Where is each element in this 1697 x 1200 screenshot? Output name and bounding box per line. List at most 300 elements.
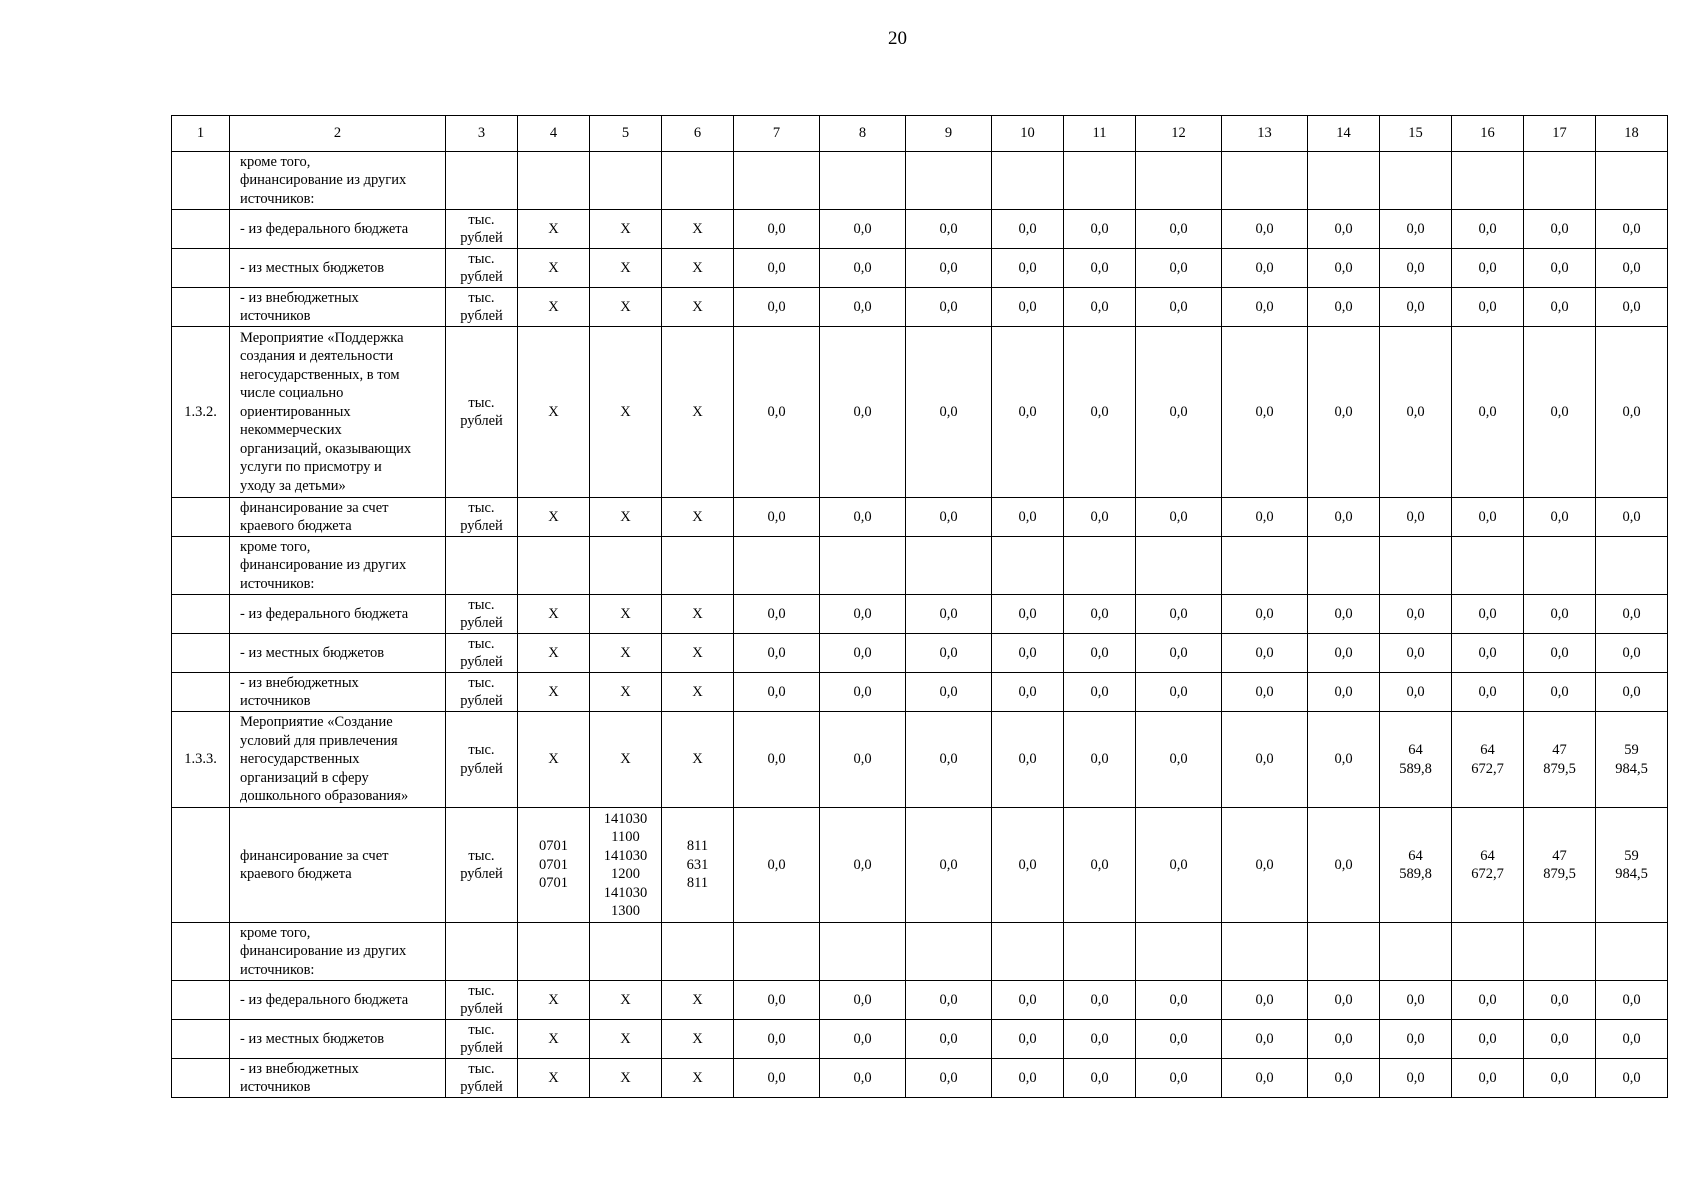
- value-cell: 0,0: [820, 634, 906, 673]
- value-cell: 0,0: [1524, 673, 1596, 712]
- row-number-cell: [172, 152, 230, 210]
- code-cell-expense: Х: [662, 673, 734, 712]
- value-cell: 0,0: [820, 498, 906, 537]
- value-cell: 0,0: [734, 498, 820, 537]
- code-cell-section: [518, 923, 590, 981]
- row-name-cell: - из местных бюджетов: [230, 1020, 446, 1059]
- unit-cell: тыс. рублей: [446, 712, 518, 808]
- header-cell: 1: [172, 116, 230, 152]
- code-cell-target: Х: [590, 634, 662, 673]
- value-cell: 0,0: [1222, 808, 1308, 923]
- value-cell: 0,0: [734, 808, 820, 923]
- budget-table: [171, 115, 1668, 1098]
- code-cell-target: Х: [590, 210, 662, 249]
- value-cell: 0,0: [1524, 595, 1596, 634]
- value-cell: [1452, 537, 1524, 595]
- value-cell: [906, 537, 992, 595]
- value-cell: 0,0: [1064, 808, 1136, 923]
- value-cell: [1452, 923, 1524, 981]
- value-cell: 0,0: [992, 1020, 1064, 1059]
- table-row: [172, 288, 1668, 327]
- value-cell: [734, 537, 820, 595]
- code-cell-section: [518, 152, 590, 210]
- code-cell-expense: Х: [662, 210, 734, 249]
- value-cell: 0,0: [1136, 595, 1222, 634]
- value-cell: 0,0: [906, 498, 992, 537]
- value-cell: 0,0: [1452, 249, 1524, 288]
- unit-cell: тыс. рублей: [446, 634, 518, 673]
- code-cell-section: Х: [518, 712, 590, 808]
- value-cell: [1064, 923, 1136, 981]
- unit-cell: [446, 152, 518, 210]
- value-cell: 0,0: [1308, 288, 1380, 327]
- header-cell: 7: [734, 116, 820, 152]
- value-cell: 47 879,5: [1524, 712, 1596, 808]
- code-cell-expense: Х: [662, 634, 734, 673]
- code-cell-expense: [662, 152, 734, 210]
- value-cell: [1524, 923, 1596, 981]
- table-row: [172, 327, 1668, 498]
- row-number-cell: [172, 249, 230, 288]
- value-cell: 0,0: [734, 595, 820, 634]
- value-cell: 0,0: [1596, 210, 1668, 249]
- unit-cell: [446, 537, 518, 595]
- value-cell: [1136, 152, 1222, 210]
- value-cell: 0,0: [734, 249, 820, 288]
- value-cell: 0,0: [992, 327, 1064, 498]
- value-cell: 0,0: [1308, 808, 1380, 923]
- value-cell: [1308, 537, 1380, 595]
- value-cell: 0,0: [1064, 595, 1136, 634]
- value-cell: 0,0: [1452, 498, 1524, 537]
- unit-cell: тыс. рублей: [446, 498, 518, 537]
- value-cell: 0,0: [734, 981, 820, 1020]
- value-cell: [820, 152, 906, 210]
- value-cell: 0,0: [1064, 712, 1136, 808]
- value-cell: 0,0: [1064, 981, 1136, 1020]
- header-cell: 17: [1524, 116, 1596, 152]
- code-cell-expense: Х: [662, 712, 734, 808]
- row-name-cell: кроме того, финансирование из других источников:: [230, 537, 446, 595]
- unit-cell: тыс. рублей: [446, 1059, 518, 1098]
- value-cell: 0,0: [906, 634, 992, 673]
- value-cell: [1308, 152, 1380, 210]
- value-cell: 0,0: [1222, 210, 1308, 249]
- value-cell: [1064, 152, 1136, 210]
- value-cell: 0,0: [1380, 981, 1452, 1020]
- table-row: [172, 808, 1668, 923]
- row-name-cell: - из местных бюджетов: [230, 249, 446, 288]
- value-cell: 0,0: [1222, 1020, 1308, 1059]
- row-number-cell: [172, 595, 230, 634]
- row-name-cell: Мероприятие «Создание условий для привлечения негосударственных организаций в сферу дошкольного образования»: [230, 712, 446, 808]
- value-cell: [992, 152, 1064, 210]
- value-cell: 0,0: [1222, 1059, 1308, 1098]
- value-cell: [1380, 537, 1452, 595]
- value-cell: 0,0: [1136, 1059, 1222, 1098]
- code-cell-target: [590, 152, 662, 210]
- value-cell: 0,0: [1452, 673, 1524, 712]
- code-cell-section: Х: [518, 498, 590, 537]
- code-cell-section: Х: [518, 634, 590, 673]
- value-cell: 0,0: [992, 712, 1064, 808]
- code-cell-expense: Х: [662, 327, 734, 498]
- value-cell: [1136, 537, 1222, 595]
- value-cell: 0,0: [820, 808, 906, 923]
- value-cell: 64 672,7: [1452, 808, 1524, 923]
- value-cell: 0,0: [1064, 1020, 1136, 1059]
- header-cell: 14: [1308, 116, 1380, 152]
- value-cell: 0,0: [1524, 288, 1596, 327]
- unit-cell: тыс. рублей: [446, 210, 518, 249]
- value-cell: [820, 537, 906, 595]
- value-cell: 0,0: [1308, 673, 1380, 712]
- value-cell: 0,0: [906, 249, 992, 288]
- value-cell: 0,0: [820, 1020, 906, 1059]
- code-cell-expense: Х: [662, 498, 734, 537]
- value-cell: 0,0: [820, 288, 906, 327]
- value-cell: 0,0: [1136, 981, 1222, 1020]
- value-cell: 0,0: [1308, 634, 1380, 673]
- code-cell-target: 141030 1100 141030 1200 141030 1300: [590, 808, 662, 923]
- row-number-cell: [172, 210, 230, 249]
- table-row: [172, 152, 1668, 210]
- value-cell: [992, 923, 1064, 981]
- unit-cell: [446, 923, 518, 981]
- value-cell: [1222, 923, 1308, 981]
- value-cell: [1596, 923, 1668, 981]
- value-cell: 0,0: [1222, 288, 1308, 327]
- header-cell: 9: [906, 116, 992, 152]
- value-cell: 0,0: [1452, 1020, 1524, 1059]
- value-cell: 0,0: [1380, 288, 1452, 327]
- value-cell: 0,0: [1308, 327, 1380, 498]
- value-cell: [1222, 537, 1308, 595]
- value-cell: 0,0: [734, 327, 820, 498]
- row-name-cell: - из местных бюджетов: [230, 634, 446, 673]
- row-name-cell: - из федерального бюджета: [230, 981, 446, 1020]
- value-cell: 0,0: [1308, 1059, 1380, 1098]
- value-cell: 59 984,5: [1596, 712, 1668, 808]
- value-cell: 0,0: [992, 808, 1064, 923]
- code-cell-target: [590, 923, 662, 981]
- value-cell: 0,0: [820, 1059, 906, 1098]
- value-cell: [1452, 152, 1524, 210]
- value-cell: 0,0: [1308, 1020, 1380, 1059]
- value-cell: 0,0: [734, 1059, 820, 1098]
- code-cell-section: Х: [518, 249, 590, 288]
- value-cell: 0,0: [1064, 498, 1136, 537]
- value-cell: 0,0: [1222, 634, 1308, 673]
- header-cell: 16: [1452, 116, 1524, 152]
- value-cell: [1136, 923, 1222, 981]
- value-cell: 0,0: [1380, 1020, 1452, 1059]
- value-cell: 0,0: [992, 210, 1064, 249]
- unit-cell: тыс. рублей: [446, 249, 518, 288]
- value-cell: 0,0: [1452, 210, 1524, 249]
- value-cell: 0,0: [906, 808, 992, 923]
- table-row: [172, 249, 1668, 288]
- value-cell: 0,0: [1380, 1059, 1452, 1098]
- value-cell: 0,0: [1222, 595, 1308, 634]
- unit-cell: тыс. рублей: [446, 808, 518, 923]
- value-cell: 0,0: [1380, 673, 1452, 712]
- value-cell: 0,0: [1596, 288, 1668, 327]
- code-cell-target: Х: [590, 981, 662, 1020]
- row-name-cell: - из внебюджетных источников: [230, 673, 446, 712]
- value-cell: 0,0: [820, 712, 906, 808]
- code-cell-expense: Х: [662, 288, 734, 327]
- value-cell: 0,0: [992, 1059, 1064, 1098]
- value-cell: 0,0: [906, 327, 992, 498]
- value-cell: 0,0: [1452, 1059, 1524, 1098]
- value-cell: [1064, 537, 1136, 595]
- value-cell: 0,0: [1524, 1059, 1596, 1098]
- value-cell: 0,0: [1452, 595, 1524, 634]
- row-number-cell: [172, 498, 230, 537]
- value-cell: 0,0: [734, 634, 820, 673]
- value-cell: 0,0: [1136, 288, 1222, 327]
- value-cell: 0,0: [1596, 981, 1668, 1020]
- row-name-cell: финансирование за счет краевого бюджета: [230, 498, 446, 537]
- code-cell-target: Х: [590, 1020, 662, 1059]
- value-cell: 0,0: [820, 595, 906, 634]
- header-cell: 5: [590, 116, 662, 152]
- value-cell: 0,0: [1596, 595, 1668, 634]
- header-cell: 4: [518, 116, 590, 152]
- row-name-cell: - из внебюджетных источников: [230, 1059, 446, 1098]
- value-cell: 0,0: [1064, 249, 1136, 288]
- row-name-cell: кроме того, финансирование из других источников:: [230, 923, 446, 981]
- value-cell: 0,0: [906, 595, 992, 634]
- header-cell: 11: [1064, 116, 1136, 152]
- code-cell-target: Х: [590, 673, 662, 712]
- value-cell: 0,0: [1596, 249, 1668, 288]
- value-cell: 0,0: [820, 210, 906, 249]
- code-cell-expense: [662, 923, 734, 981]
- table-row: [172, 498, 1668, 537]
- value-cell: [734, 923, 820, 981]
- unit-cell: тыс. рублей: [446, 288, 518, 327]
- code-cell-expense: Х: [662, 1020, 734, 1059]
- value-cell: 0,0: [906, 712, 992, 808]
- header-cell: 13: [1222, 116, 1308, 152]
- value-cell: 0,0: [1136, 327, 1222, 498]
- code-cell-section: Х: [518, 288, 590, 327]
- header-cell: 12: [1136, 116, 1222, 152]
- unit-cell: тыс. рублей: [446, 327, 518, 498]
- code-cell-section: Х: [518, 1020, 590, 1059]
- row-number-cell: [172, 923, 230, 981]
- header-cell: 3: [446, 116, 518, 152]
- value-cell: 0,0: [1064, 1059, 1136, 1098]
- value-cell: 0,0: [1064, 210, 1136, 249]
- row-number-cell: [172, 634, 230, 673]
- code-cell-section: Х: [518, 981, 590, 1020]
- code-cell-expense: [662, 537, 734, 595]
- value-cell: [1524, 537, 1596, 595]
- row-name-cell: - из федерального бюджета: [230, 210, 446, 249]
- budget-table-body: [172, 116, 1668, 1098]
- value-cell: 0,0: [906, 981, 992, 1020]
- code-cell-target: Х: [590, 498, 662, 537]
- value-cell: 0,0: [1380, 210, 1452, 249]
- row-name-cell: финансирование за счет краевого бюджета: [230, 808, 446, 923]
- value-cell: 59 984,5: [1596, 808, 1668, 923]
- value-cell: 0,0: [906, 673, 992, 712]
- value-cell: 0,0: [1452, 981, 1524, 1020]
- code-cell-target: Х: [590, 288, 662, 327]
- value-cell: 0,0: [1136, 498, 1222, 537]
- value-cell: 0,0: [1452, 327, 1524, 498]
- value-cell: 0,0: [820, 981, 906, 1020]
- value-cell: 0,0: [1452, 288, 1524, 327]
- row-number-cell: [172, 1059, 230, 1098]
- table-row: [172, 673, 1668, 712]
- value-cell: 0,0: [734, 712, 820, 808]
- value-cell: 0,0: [1136, 210, 1222, 249]
- value-cell: 0,0: [1380, 634, 1452, 673]
- value-cell: [1596, 152, 1668, 210]
- row-number-cell: [172, 981, 230, 1020]
- code-cell-expense: Х: [662, 595, 734, 634]
- row-number-cell: [172, 673, 230, 712]
- code-cell-section: [518, 537, 590, 595]
- value-cell: 0,0: [1524, 634, 1596, 673]
- value-cell: 0,0: [1136, 1020, 1222, 1059]
- value-cell: 0,0: [1596, 673, 1668, 712]
- header-row: [172, 116, 1668, 152]
- row-number-cell: 1.3.2.: [172, 327, 230, 498]
- value-cell: 47 879,5: [1524, 808, 1596, 923]
- value-cell: 0,0: [1064, 288, 1136, 327]
- header-cell: 8: [820, 116, 906, 152]
- value-cell: [1596, 537, 1668, 595]
- value-cell: [734, 152, 820, 210]
- code-cell-section: 0701 0701 0701: [518, 808, 590, 923]
- value-cell: 0,0: [992, 595, 1064, 634]
- value-cell: [1380, 152, 1452, 210]
- value-cell: 0,0: [1308, 249, 1380, 288]
- value-cell: 0,0: [1524, 1020, 1596, 1059]
- value-cell: 0,0: [1064, 634, 1136, 673]
- value-cell: [906, 152, 992, 210]
- value-cell: 0,0: [1524, 327, 1596, 498]
- page-number: 20: [888, 28, 907, 49]
- value-cell: 0,0: [1524, 981, 1596, 1020]
- value-cell: 0,0: [906, 1020, 992, 1059]
- row-number-cell: [172, 288, 230, 327]
- unit-cell: тыс. рублей: [446, 673, 518, 712]
- row-name-cell: - из федерального бюджета: [230, 595, 446, 634]
- row-number-cell: [172, 808, 230, 923]
- table-row: [172, 1020, 1668, 1059]
- value-cell: 0,0: [1222, 712, 1308, 808]
- value-cell: 0,0: [1222, 327, 1308, 498]
- code-cell-section: Х: [518, 673, 590, 712]
- code-cell-target: Х: [590, 595, 662, 634]
- value-cell: 0,0: [1136, 808, 1222, 923]
- value-cell: 0,0: [992, 981, 1064, 1020]
- value-cell: 0,0: [1308, 981, 1380, 1020]
- value-cell: 0,0: [1136, 634, 1222, 673]
- value-cell: 0,0: [1064, 673, 1136, 712]
- row-name-cell: кроме того, финансирование из других источников:: [230, 152, 446, 210]
- code-cell-section: Х: [518, 327, 590, 498]
- value-cell: 0,0: [1380, 327, 1452, 498]
- value-cell: [906, 923, 992, 981]
- value-cell: [1380, 923, 1452, 981]
- value-cell: 0,0: [734, 1020, 820, 1059]
- code-cell-target: Х: [590, 712, 662, 808]
- value-cell: 0,0: [1222, 981, 1308, 1020]
- value-cell: [1524, 152, 1596, 210]
- value-cell: 0,0: [906, 288, 992, 327]
- value-cell: 0,0: [992, 498, 1064, 537]
- value-cell: 64 589,8: [1380, 712, 1452, 808]
- value-cell: 0,0: [1308, 712, 1380, 808]
- table-row: [172, 595, 1668, 634]
- value-cell: 0,0: [992, 288, 1064, 327]
- value-cell: 0,0: [1524, 249, 1596, 288]
- code-cell-section: Х: [518, 1059, 590, 1098]
- code-cell-section: Х: [518, 210, 590, 249]
- code-cell-target: Х: [590, 327, 662, 498]
- value-cell: 0,0: [1136, 712, 1222, 808]
- value-cell: 0,0: [1596, 634, 1668, 673]
- value-cell: 0,0: [820, 249, 906, 288]
- header-cell: 18: [1596, 116, 1668, 152]
- value-cell: 0,0: [992, 673, 1064, 712]
- value-cell: 0,0: [1596, 1059, 1668, 1098]
- row-name-cell: - из внебюджетных источников: [230, 288, 446, 327]
- value-cell: 0,0: [1064, 327, 1136, 498]
- value-cell: 0,0: [1222, 249, 1308, 288]
- value-cell: 0,0: [1308, 595, 1380, 634]
- value-cell: [992, 537, 1064, 595]
- table-row: [172, 210, 1668, 249]
- value-cell: 0,0: [1308, 210, 1380, 249]
- value-cell: 64 589,8: [1380, 808, 1452, 923]
- value-cell: 0,0: [820, 327, 906, 498]
- header-cell: 15: [1380, 116, 1452, 152]
- value-cell: 0,0: [1596, 1020, 1668, 1059]
- value-cell: [1222, 152, 1308, 210]
- value-cell: 0,0: [992, 249, 1064, 288]
- unit-cell: тыс. рублей: [446, 981, 518, 1020]
- value-cell: 0,0: [906, 210, 992, 249]
- code-cell-expense: Х: [662, 981, 734, 1020]
- value-cell: 0,0: [734, 210, 820, 249]
- unit-cell: тыс. рублей: [446, 1020, 518, 1059]
- code-cell-target: Х: [590, 249, 662, 288]
- value-cell: 0,0: [1136, 249, 1222, 288]
- code-cell-expense: 811 631 811: [662, 808, 734, 923]
- value-cell: [820, 923, 906, 981]
- value-cell: 0,0: [1222, 673, 1308, 712]
- value-cell: 0,0: [1136, 673, 1222, 712]
- table-row: [172, 1059, 1668, 1098]
- value-cell: 0,0: [820, 673, 906, 712]
- table-row: [172, 537, 1668, 595]
- code-cell-expense: Х: [662, 1059, 734, 1098]
- table-row: [172, 923, 1668, 981]
- header-cell: 6: [662, 116, 734, 152]
- header-cell: 2: [230, 116, 446, 152]
- table-row: [172, 712, 1668, 808]
- value-cell: 0,0: [1222, 498, 1308, 537]
- value-cell: 0,0: [1380, 498, 1452, 537]
